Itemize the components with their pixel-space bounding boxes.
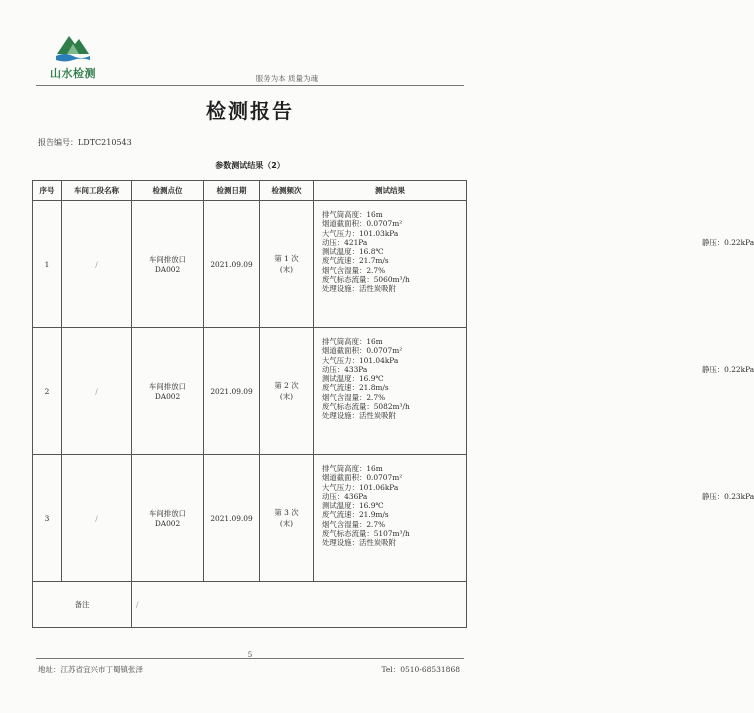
cell-point xyxy=(132,455,204,582)
result-line xyxy=(322,229,464,238)
result-text: 烟道截面积：0.0707m² xyxy=(322,346,403,356)
cell-no: 1 xyxy=(33,201,62,328)
logo-text: 山水检测 xyxy=(50,67,96,80)
result-line xyxy=(322,411,464,420)
result-line xyxy=(322,346,464,355)
frequency-text: 第 2 次 xyxy=(274,381,299,390)
result-text: 测试温度：16.9℃ xyxy=(322,501,384,511)
result-line xyxy=(322,374,464,383)
result-line xyxy=(322,247,464,256)
result-line xyxy=(322,266,464,275)
cell-date: 2021.09.09 xyxy=(204,455,260,582)
table-header-row xyxy=(33,181,467,201)
result-text: 处理设施：活性炭吸附 xyxy=(322,538,396,548)
table-row xyxy=(33,328,467,455)
frequency-unit: (末) xyxy=(279,519,294,528)
result-line xyxy=(322,337,464,346)
remarks-row xyxy=(33,582,467,628)
result-text: 烟气含湿量：2.7% xyxy=(322,519,386,529)
result-text: 烟道截面积：0.0707m² xyxy=(322,219,403,229)
cell-frequency xyxy=(260,455,314,582)
table-row xyxy=(33,201,467,328)
table-row xyxy=(33,455,467,582)
result-text: 大气压力：101.06kPa xyxy=(322,482,399,492)
result-line xyxy=(322,256,464,265)
header-rule xyxy=(36,85,464,86)
col-header-point: 检测点位 xyxy=(132,181,204,201)
cell-point xyxy=(132,328,204,455)
result-line xyxy=(322,491,754,501)
result-line xyxy=(322,473,464,482)
result-line xyxy=(322,520,464,529)
result-text-right: 静压：0.22kPa xyxy=(702,364,754,374)
cell-section: / xyxy=(62,201,132,328)
remarks-value: / xyxy=(132,582,467,628)
result-text-right: 静压：0.23kPa xyxy=(702,491,754,501)
result-text: 排气筒高度：16m xyxy=(322,337,383,346)
result-line xyxy=(322,237,754,247)
footer-address: 地址：江苏省宜兴市丁蜀镇张泽 xyxy=(38,665,143,674)
cell-no: 3 xyxy=(33,455,62,582)
point-name: 车间排放口 xyxy=(149,382,186,391)
result-line xyxy=(322,483,464,492)
result-text: 废气标态流量：5082m³/h xyxy=(322,402,410,412)
point-name: 车间排放口 xyxy=(149,509,186,518)
point-code: DA002 xyxy=(154,392,181,401)
result-text: 处理设施：活性炭吸附 xyxy=(322,284,396,294)
cell-section: / xyxy=(62,455,132,582)
frequency-text: 第 1 次 xyxy=(274,254,299,263)
cell-results xyxy=(314,455,754,582)
col-header-section: 车间工段名称 xyxy=(62,181,132,201)
result-text: 动压：433Pa xyxy=(322,364,368,374)
cell-frequency xyxy=(260,328,314,455)
footer-phone: Tel：0510-68531868 xyxy=(381,665,460,674)
result-line xyxy=(322,210,464,219)
result-text: 废气流速：21.7m/s xyxy=(322,256,389,266)
result-line xyxy=(322,284,464,293)
remarks-label: 备注 xyxy=(33,582,132,628)
company-logo xyxy=(42,30,104,82)
result-line xyxy=(322,356,464,365)
slogan: 服务为本 质量为魂 xyxy=(255,74,318,83)
result-line xyxy=(322,219,464,228)
frequency-unit: (末) xyxy=(279,265,294,274)
point-code: DA002 xyxy=(154,519,181,528)
result-line xyxy=(322,402,464,411)
result-text-right: 静压：0.22kPa xyxy=(702,237,754,247)
point-code: DA002 xyxy=(154,265,181,274)
cell-date: 2021.09.09 xyxy=(204,201,260,328)
result-text: 大气压力：101.04kPa xyxy=(322,355,399,365)
cell-point xyxy=(132,201,204,328)
result-line xyxy=(322,383,464,392)
result-text: 烟道截面积：0.0707m² xyxy=(322,473,403,483)
table-caption: 参数测试结果（2） xyxy=(215,161,285,170)
col-header-frequency: 检测频次 xyxy=(260,181,314,201)
result-line xyxy=(322,393,464,402)
result-text: 废气标态流量：5107m³/h xyxy=(322,529,410,539)
point-name: 车间排放口 xyxy=(149,255,186,264)
result-text: 测试温度：16.8℃ xyxy=(322,247,384,257)
cell-results xyxy=(314,201,754,328)
col-header-no: 序号 xyxy=(33,181,62,201)
frequency-unit: (末) xyxy=(279,392,294,401)
result-text: 废气流速：21.9m/s xyxy=(322,510,389,520)
cell-no: 2 xyxy=(33,328,62,455)
page-title: 检测报告 xyxy=(206,99,294,123)
result-text: 烟气含湿量：2.7% xyxy=(322,265,386,275)
result-text: 测试温度：16.9℃ xyxy=(322,374,384,384)
result-text: 烟气含湿量：2.7% xyxy=(322,392,386,402)
result-line xyxy=(322,529,464,538)
result-text: 废气标态流量：5060m³/h xyxy=(322,275,410,285)
col-header-date: 检测日期 xyxy=(204,181,260,201)
result-text: 排气筒高度：16m xyxy=(322,210,383,219)
result-line xyxy=(322,510,464,519)
result-text: 处理设施：活性炭吸附 xyxy=(322,411,396,421)
result-text: 动压：436Pa xyxy=(322,491,368,501)
col-header-results: 测试结果 xyxy=(314,181,467,201)
result-line xyxy=(322,501,464,510)
cell-results xyxy=(314,328,754,455)
cell-date: 2021.09.09 xyxy=(204,328,260,455)
mountain-water-logo-icon xyxy=(53,30,93,64)
frequency-text: 第 3 次 xyxy=(274,508,299,517)
result-line xyxy=(322,364,754,374)
cell-frequency xyxy=(260,201,314,328)
report-number: 报告编号：LDTC210543 xyxy=(38,138,132,147)
result-text: 动压：421Pa xyxy=(322,237,368,247)
result-line xyxy=(322,464,464,473)
page-number: 5 xyxy=(247,651,253,659)
result-line xyxy=(322,275,464,284)
result-text: 废气流速：21.8m/s xyxy=(322,383,389,393)
cell-section: / xyxy=(62,328,132,455)
result-line xyxy=(322,538,464,547)
result-text: 排气筒高度：16m xyxy=(322,464,383,473)
result-text: 大气压力：101.03kPa xyxy=(322,228,399,238)
results-table xyxy=(32,180,754,628)
